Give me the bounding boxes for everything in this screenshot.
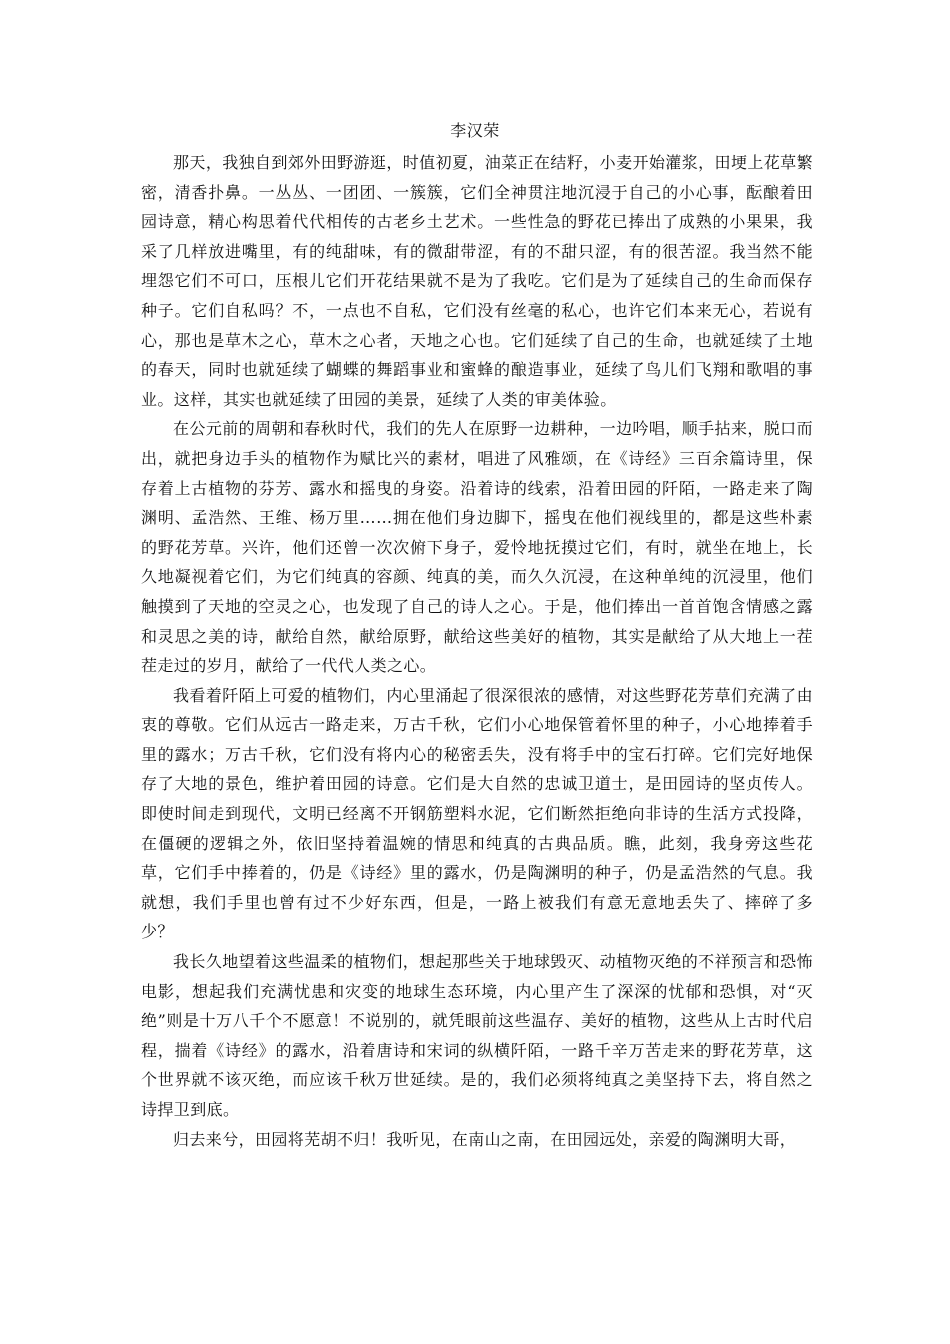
- paragraph-4: 我长久地望着这些温柔的植物们，想起那些关于地球毁灭、动植物灭绝的不祥预言和恐怖电影，想起我们充满忧患和灾变的地球生态环境，内心里产生了深深的忧郁和恐惧，对“灭绝”则是十万八千个不愿意！不说别的，就凭眼前这些温存、美好的植物，这些从上古时代启程，揣着《诗经》的露水，沿着唐诗和宋词的纵横阡陌，一路千辛万苦走来的野花芳草，这个世界就不该灭绝，而应该千秋万世延续。是的，我们必须将纯真之美坚持下去，将自然之诗捍卫到底。: [141, 952, 813, 1119]
- essay-body: [141, 148, 813, 1154]
- paragraph-3: 我看着阡陌上可爱的植物们，内心里涌起了很深很浓的感情，对这些野花芳草们充满了由衷的尊敬。它们从远古一路走来，万古千秋，它们小心地保管着怀里的种子，小心地捧着手里的露水；万古千秋，它们没有将内心的秘密丢失，没有将手中的宝石打碎。它们完好地保存了大地的景色，维护着田园的诗意。它们是大自然的忠诚卫道士，是田园诗的坚贞传人。即使时间走到现代，文明已经离不开钢筋塑料水泥，它们断然拒绝向非诗的生活方式投降，在僵硬的逻辑之外，依旧坚持着温婉的情思和纯真的古典品质。瞧，此刻，我身旁这些花草，它们手中捧着的，仍是《诗经》里的露水，仍是陶渊明的种子，仍是孟浩然的气息。我就想，我们手里也曾有过不少好东西，但是，一路上被我们有意无意地丢失了、摔碎了多少？: [141, 685, 813, 942]
- paragraph-2: 在公元前的周朝和春秋时代，我们的先人在原野一边耕种，一边吟唱，顺手拈来，脱口而出，就把身边手头的植物作为赋比兴的素材，唱进了风雅颂，在《诗经》三百余篇诗里，保存着上古植物的芬芳、露水和摇曳的身姿。沿着诗的线索，沿着田园的阡陌，一路走来了陶渊明、孟浩然、王维、杨万里……拥在他们身边脚下，摇曳在他们视线里的，都是这些朴素的野花芳草。兴许，他们还曾一次次俯下身子，爱怜地抚摸过它们，有时，就坐在地上，长久地凝视着它们，为它们纯真的容颜、纯真的美，而久久沉浸，在这种单纯的沉浸里，他们触摸到了天地的空灵之心，也发现了自己的诗人之心。于是，他们捧出一首首饱含情感之露和灵思之美的诗，献给自然，献给原野，献给这些美好的植物，其实是献给了从大地上一茬茬走过的岁月，献给了一代代人类之心。: [141, 419, 813, 676]
- paragraph-1: 那天，我独自到郊外田野游逛，时值初夏，油菜正在结籽，小麦开始灌浆，田埂上花草繁密，清香扑鼻。一丛丛、一团团、一簇簇，它们全神贯注地沉浸于自己的小心事，酝酿着田园诗意，精心构思着代代相传的古老乡土艺术。一些性急的野花已捧出了成熟的小果果，我采了几样放进嘴里，有的纯甜味，有的微甜带涩，有的不甜只涩，有的很苦涩。我当然不能埋怨它们不可口，压根儿它们开花结果就不是为了我吃。它们是为了延续自己的生命而保存种子。它们自私吗？不，一点也不自私，它们没有丝毫的私心，也许它们本来无心，若说有心，那也是草木之心，草木之心者，天地之心也。它们延续了自己的生命，也就延续了土地的春天，同时也就延续了蝴蝶的舞蹈事业和蜜蜂的酿造事业，延续了鸟儿们飞翔和歌唱的事业。这样，其实也就延续了田园的美景，延续了人类的审美体验。: [141, 153, 813, 409]
- author-name: 李汉荣: [450, 121, 500, 140]
- paragraph-5: 归去来兮，田园将芜胡不归！我听见，在南山之南，在田园远处，亲爱的陶渊明大哥，: [173, 1129, 797, 1149]
